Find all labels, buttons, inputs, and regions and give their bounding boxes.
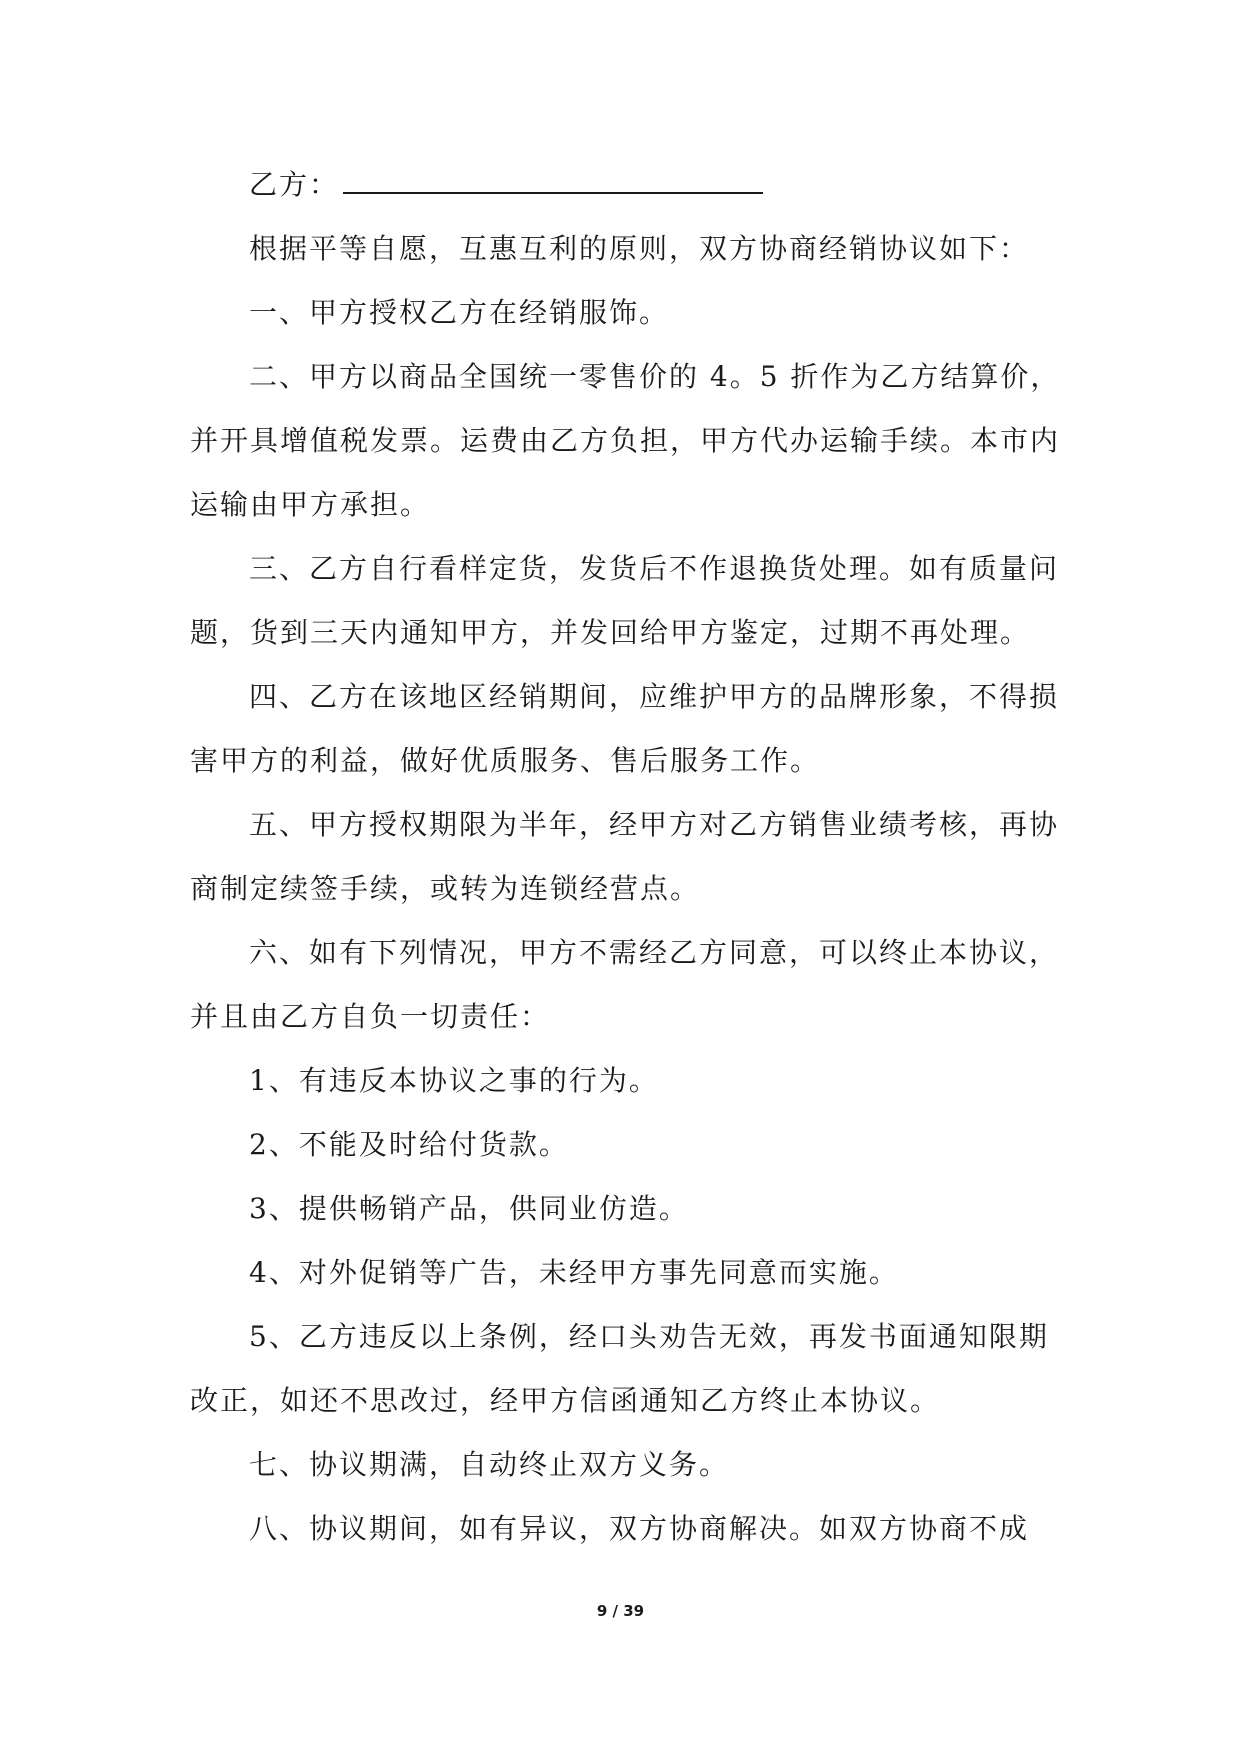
paragraph-clause-4: 四、乙方在该地区经销期间，应维护甲方的品牌形象，不得损害甲方的利益，做好优质服务、售后服务工作。 — [190, 680, 1060, 777]
paragraph-clause-2: 二、甲方以商品全国统一零售价的 4。5 折作为乙方结算价，并开具增值税发票。运费由乙方负担，甲方代办运输手续。本市内运输由甲方承担。 — [190, 360, 1061, 521]
paragraph-item-4: 4、对外促销等广告，未经甲方事先同意而实施。 — [249, 1256, 899, 1289]
page-number: 9 / 39 — [596, 1602, 645, 1620]
document-body — [190, 153, 1070, 1561]
paragraph-clause-3: 三、乙方自行看样定货，发货后不作退换货处理。如有质量问题，货到三天内通知甲方，并发回给甲方鉴定，过期不再处理。 — [190, 552, 1060, 649]
party-b-line — [190, 153, 1070, 217]
paragraph-clause-6: 六、如有下列情况，甲方不需经乙方同意，可以终止本协议，并且由乙方自负一切责任： — [190, 936, 1060, 1033]
paragraph-item-2: 2、不能及时给付货款。 — [249, 1128, 569, 1161]
paragraph-item-1: 1、有违反本协议之事的行为。 — [249, 1064, 659, 1097]
party-b-blank — [343, 170, 763, 194]
paragraph-item-3: 3、提供畅销产品，供同业仿造。 — [249, 1192, 689, 1225]
paragraph-clause-5: 五、甲方授权期限为半年，经甲方对乙方销售业绩考核，再协商制定续签手续，或转为连锁经营点。 — [190, 808, 1060, 905]
paragraph-clause-7: 七、协议期满，自动终止双方义务。 — [249, 1448, 730, 1481]
party-b-label: 乙方： — [249, 168, 340, 201]
paragraph-clause-8: 八、协议期间，如有异议，双方协商解决。如双方协商不成 — [249, 1512, 1030, 1545]
paragraph-clause-1: 一、甲方授权乙方在经销服饰。 — [249, 296, 670, 329]
paragraph-item-5: 5、乙方违反以上条例，经口头劝告无效，再发书面通知限期改正，如还不思改过，经甲方信函通知乙方终止本协议。 — [190, 1320, 1049, 1417]
paragraph-preamble: 根据平等自愿，互惠互利的原则，双方协商经销协议如下： — [249, 232, 1030, 265]
